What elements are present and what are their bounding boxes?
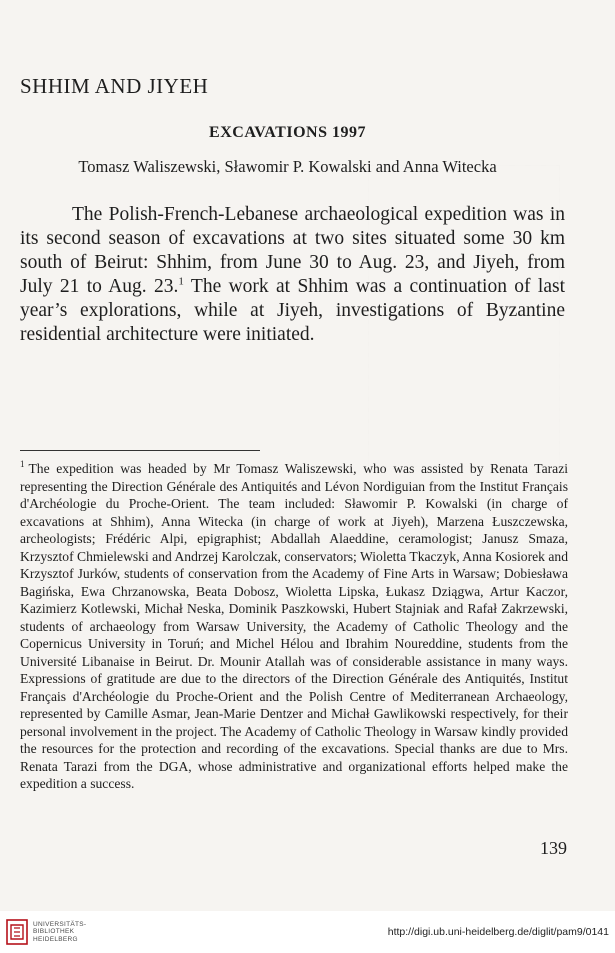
library-logo-text (33, 921, 86, 944)
footnote-text: The expedition was headed by Mr Tomasz Waliszewski, who was assisted by Renata Tarazi representing the Direction Générale des Antiquités and Lévon Nordiguian from the Institut Français d'Archéologie du Proche-Orient. The team included: Sławomir P. Kowalski (in charge of excavations at Shhim), Anna Witecka (in charge of work at Jiyeh), Marzena Łuszczewska, archeologists; Frédéric Alpi, epigraphist; Abdallah Alaeddine, ceramologist; Janusz Smaza, Krzysztof Chmielewski and Andrzej Karolczak, conservators; Wioletta Tkaczyk, Anna Kosiorek and Krzysztof Jurków, students of conservation from the Academy of Fine Arts in Warsaw; Dobiesława Bagińska, Ewa Chrzanowska, Beata Dobosz, Wioletta Lipska, Łukasz Dziągwa, Artur Kaczor, Kazimierz Kotlewski, Michał Neska, Dominik Paszkowski, Hubert Stajniak and Rafał Zakrzewski, students of archaeology from Warsaw University, the Academy of Catholic Theology and the Copernicus University in Toruń; and Michel Hélou and Ibrahim Noureddine, students from the Université Libanaise in Beirut. Dr. Mounir Atallah was of considerable assistance in many ways. Expressions of gratitude are due to the directors of the Direction Générale des Antiquités, Institut Français d'Archéologie du Proche-Orient and the Polish Centre of Mediterranean Archaeology, represented by Camille Asmar, Jean-Marie Dentzer and Michał Gawlikowski respectively, for their personal involvement in the project. The Academy of Catholic Theology in Warsaw kindly provided the resources for the protection and recording of the excavations. Special thanks are due to Mrs. Renata Tarazi from the DGA, whose administrative and organizational efforts helped make the expedition a success. (20, 461, 568, 791)
body-text-part-1: The Polish-French-Lebanese archaeological expedition was in its second season of excavations at two sites situated some 30 km south of Beirut: Shhim, from June 30 to Aug. 23, and Jiyeh, from July 21 to Aug. 23. (20, 204, 565, 297)
article-authors: Tomasz Waliszewski, Sławomir P. Kowalski and Anna Witecka (78, 157, 497, 176)
logo-line-2: BIBLIOTHEK (33, 928, 75, 936)
footnote-separator (20, 450, 260, 451)
footnote (20, 460, 568, 793)
article-title: SHHIM AND JIYEH (20, 74, 209, 98)
article-subtitle: EXCAVATIONS 1997 (209, 124, 366, 141)
body-text-part-2: The work at Shhim was a continuation of last year’s explorations, while at Jiyeh, investigations of Byzantine residential architecture were initiated. (20, 276, 565, 345)
footnote-reference[interactable]: 1 (178, 275, 184, 288)
library-logo[interactable] (6, 919, 86, 945)
logo-line-1: UNIVERSITÄTS- (33, 920, 87, 928)
logo-line-3: HEIDELBERG (33, 935, 78, 943)
page-number: 139 (540, 838, 567, 858)
university-library-logo-icon (6, 919, 28, 945)
page-url-link[interactable]: http://digi.ub.uni-heidelberg.de/diglit/pam9/0141 (387, 926, 609, 938)
body-paragraph (20, 203, 565, 347)
footnote-marker: 1 (20, 459, 25, 470)
viewer-footer (0, 911, 615, 953)
